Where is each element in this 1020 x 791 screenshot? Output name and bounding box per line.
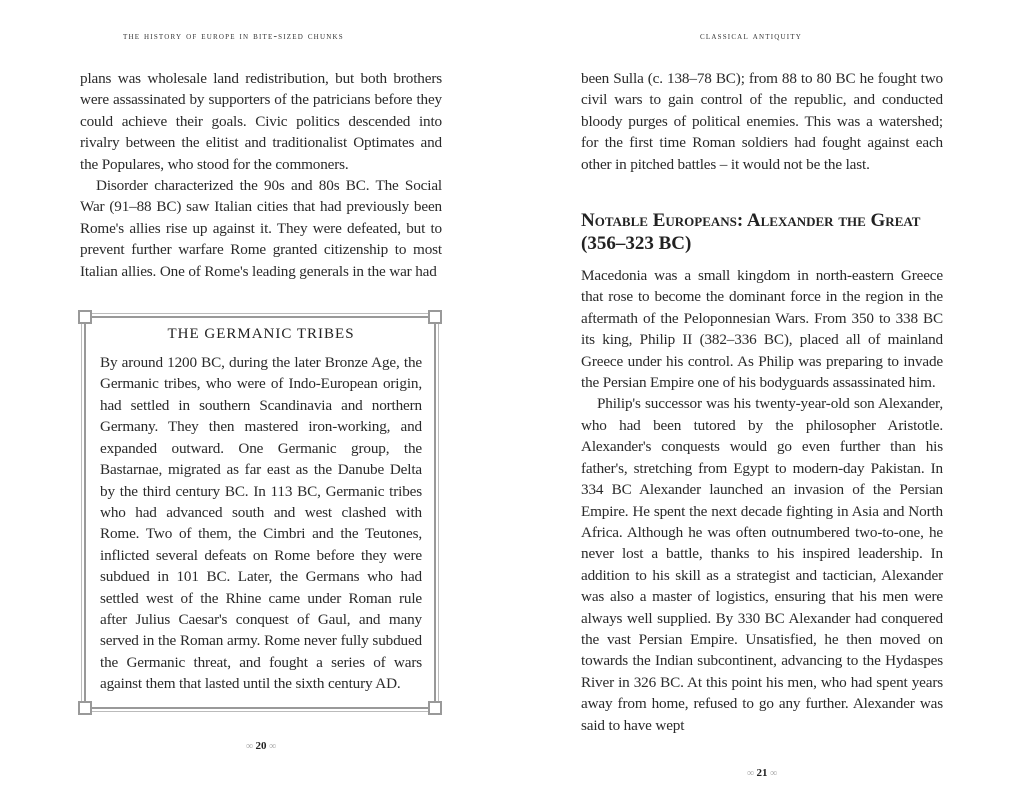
- paragraph: been Sulla (c. 138–78 BC); from 88 to 80 BC he fought two civil wars to gain control of the republic, and conducted bloody purges of political enemies. This was a watershed; for the first time Roman soldiers had fought against each other in pitched battles – it would not be the last.: [581, 70, 943, 173]
- corner-ornament: [428, 310, 442, 324]
- left-page-text: [80, 68, 442, 282]
- box-title: THE GERMANIC TRIBES: [167, 326, 355, 343]
- running-head-left: the history of europe in bite-sized chunks: [123, 31, 344, 42]
- ornament-icon: ∞: [245, 740, 256, 752]
- paragraph: Macedonia was a small kingdom in north-eastern Greece that rose to become the dominant force in the region in the aftermath of the Peloponnesian Wars. From 350 to 338 BC its king, Philip II (382–336 BC), placed all of mainland Greece under his control. As Philip was preparing to invade the Persian Empire one of his bodyguards assassinated him.: [581, 267, 943, 392]
- page-number-left: ∞ 20 ∞: [245, 739, 277, 752]
- paragraph: plans was wholesale land redistribution, but both brothers were assassinated by supporters of the patricians before they could achieve their goals. Civic politics descended into rivalry between the elitist and traditionalist Optimates and the Populares, who stood for the commoners.: [80, 70, 442, 173]
- left-page: [80, 30, 442, 764]
- right-page-text: [581, 68, 943, 175]
- ornament-icon: ∞: [266, 740, 277, 752]
- right-page: [581, 30, 943, 791]
- paragraph: Philip's successor was his twenty-year-old son Alexander, who had been tutored by the philosopher Aristotle. Alexander's conquests would go even further than his father's, stretching from Egypt to modern-day Pakistan. In 334 BC Alexander launched an invasion of the Persian Empire. He spent the next decade fighting in Asia and North Africa. Although he was often outnumbered two-to-one, he never lost a battle, thanks to his inspired leadership. In addition to his skill as a strategist and tactician, Alexander was also a master of logistics, ensuring that his men were always well supplied. By 330 BC Alexander had conquered the vast Persian Empire. Unsatisfied, he then moved on towards the Indian subcontinent, advancing to the Hydaspes River in 326 BC. At this point his men, who had spent years away from home, refused to go any further. Alexander was said to have wept: [581, 395, 943, 734]
- box-body: By around 1200 BC, during the later Bronze Age, the Germanic tribes, who were of Indo-European origin, had settled in southern Scandinavia and northern Germany. They then mastered iron-working, and expanded outward. One Germanic group, the Bastarnae, migrated as far east as the Danube Delta by the third century BC. In 113 BC, Germanic tribes who had advanced south and west clashed with Rome. Two of them, the Cimbri and the Teutones, inflicted several defeats on Rome before they were subdued in 101 BC. Later, the Germans who had settled west of the Rhine came under Roman rule after Julius Caesar's conquest of Gaul, and many served in the Roman army. Rome never fully subdued the Germanic threat, and fought a series of wars against them that lasted until the sixth century AD.: [100, 354, 422, 693]
- running-head-right: classical antiquity: [700, 31, 803, 42]
- sidebar-box: [84, 316, 436, 709]
- section-heading: Notable Europeans: Alexander the Great (356–323 BC): [581, 210, 921, 255]
- paragraph: Disorder characterized the 90s and 80s BC. The Social War (91–88 BC) saw Italian cities that had previously been Rome's allies rise up against it. They were defeated, but to prevent further warfare Rome granted citizenship to most Italian allies. One of Rome's leading generals in the war had: [80, 177, 442, 280]
- section-text: [581, 265, 943, 736]
- page-number-right: ∞ 21 ∞: [746, 766, 778, 779]
- ornament-icon: ∞: [767, 767, 778, 779]
- ornament-icon: ∞: [746, 767, 757, 779]
- corner-ornament: [78, 310, 92, 324]
- corner-ornament: [428, 701, 442, 715]
- corner-ornament: [78, 701, 92, 715]
